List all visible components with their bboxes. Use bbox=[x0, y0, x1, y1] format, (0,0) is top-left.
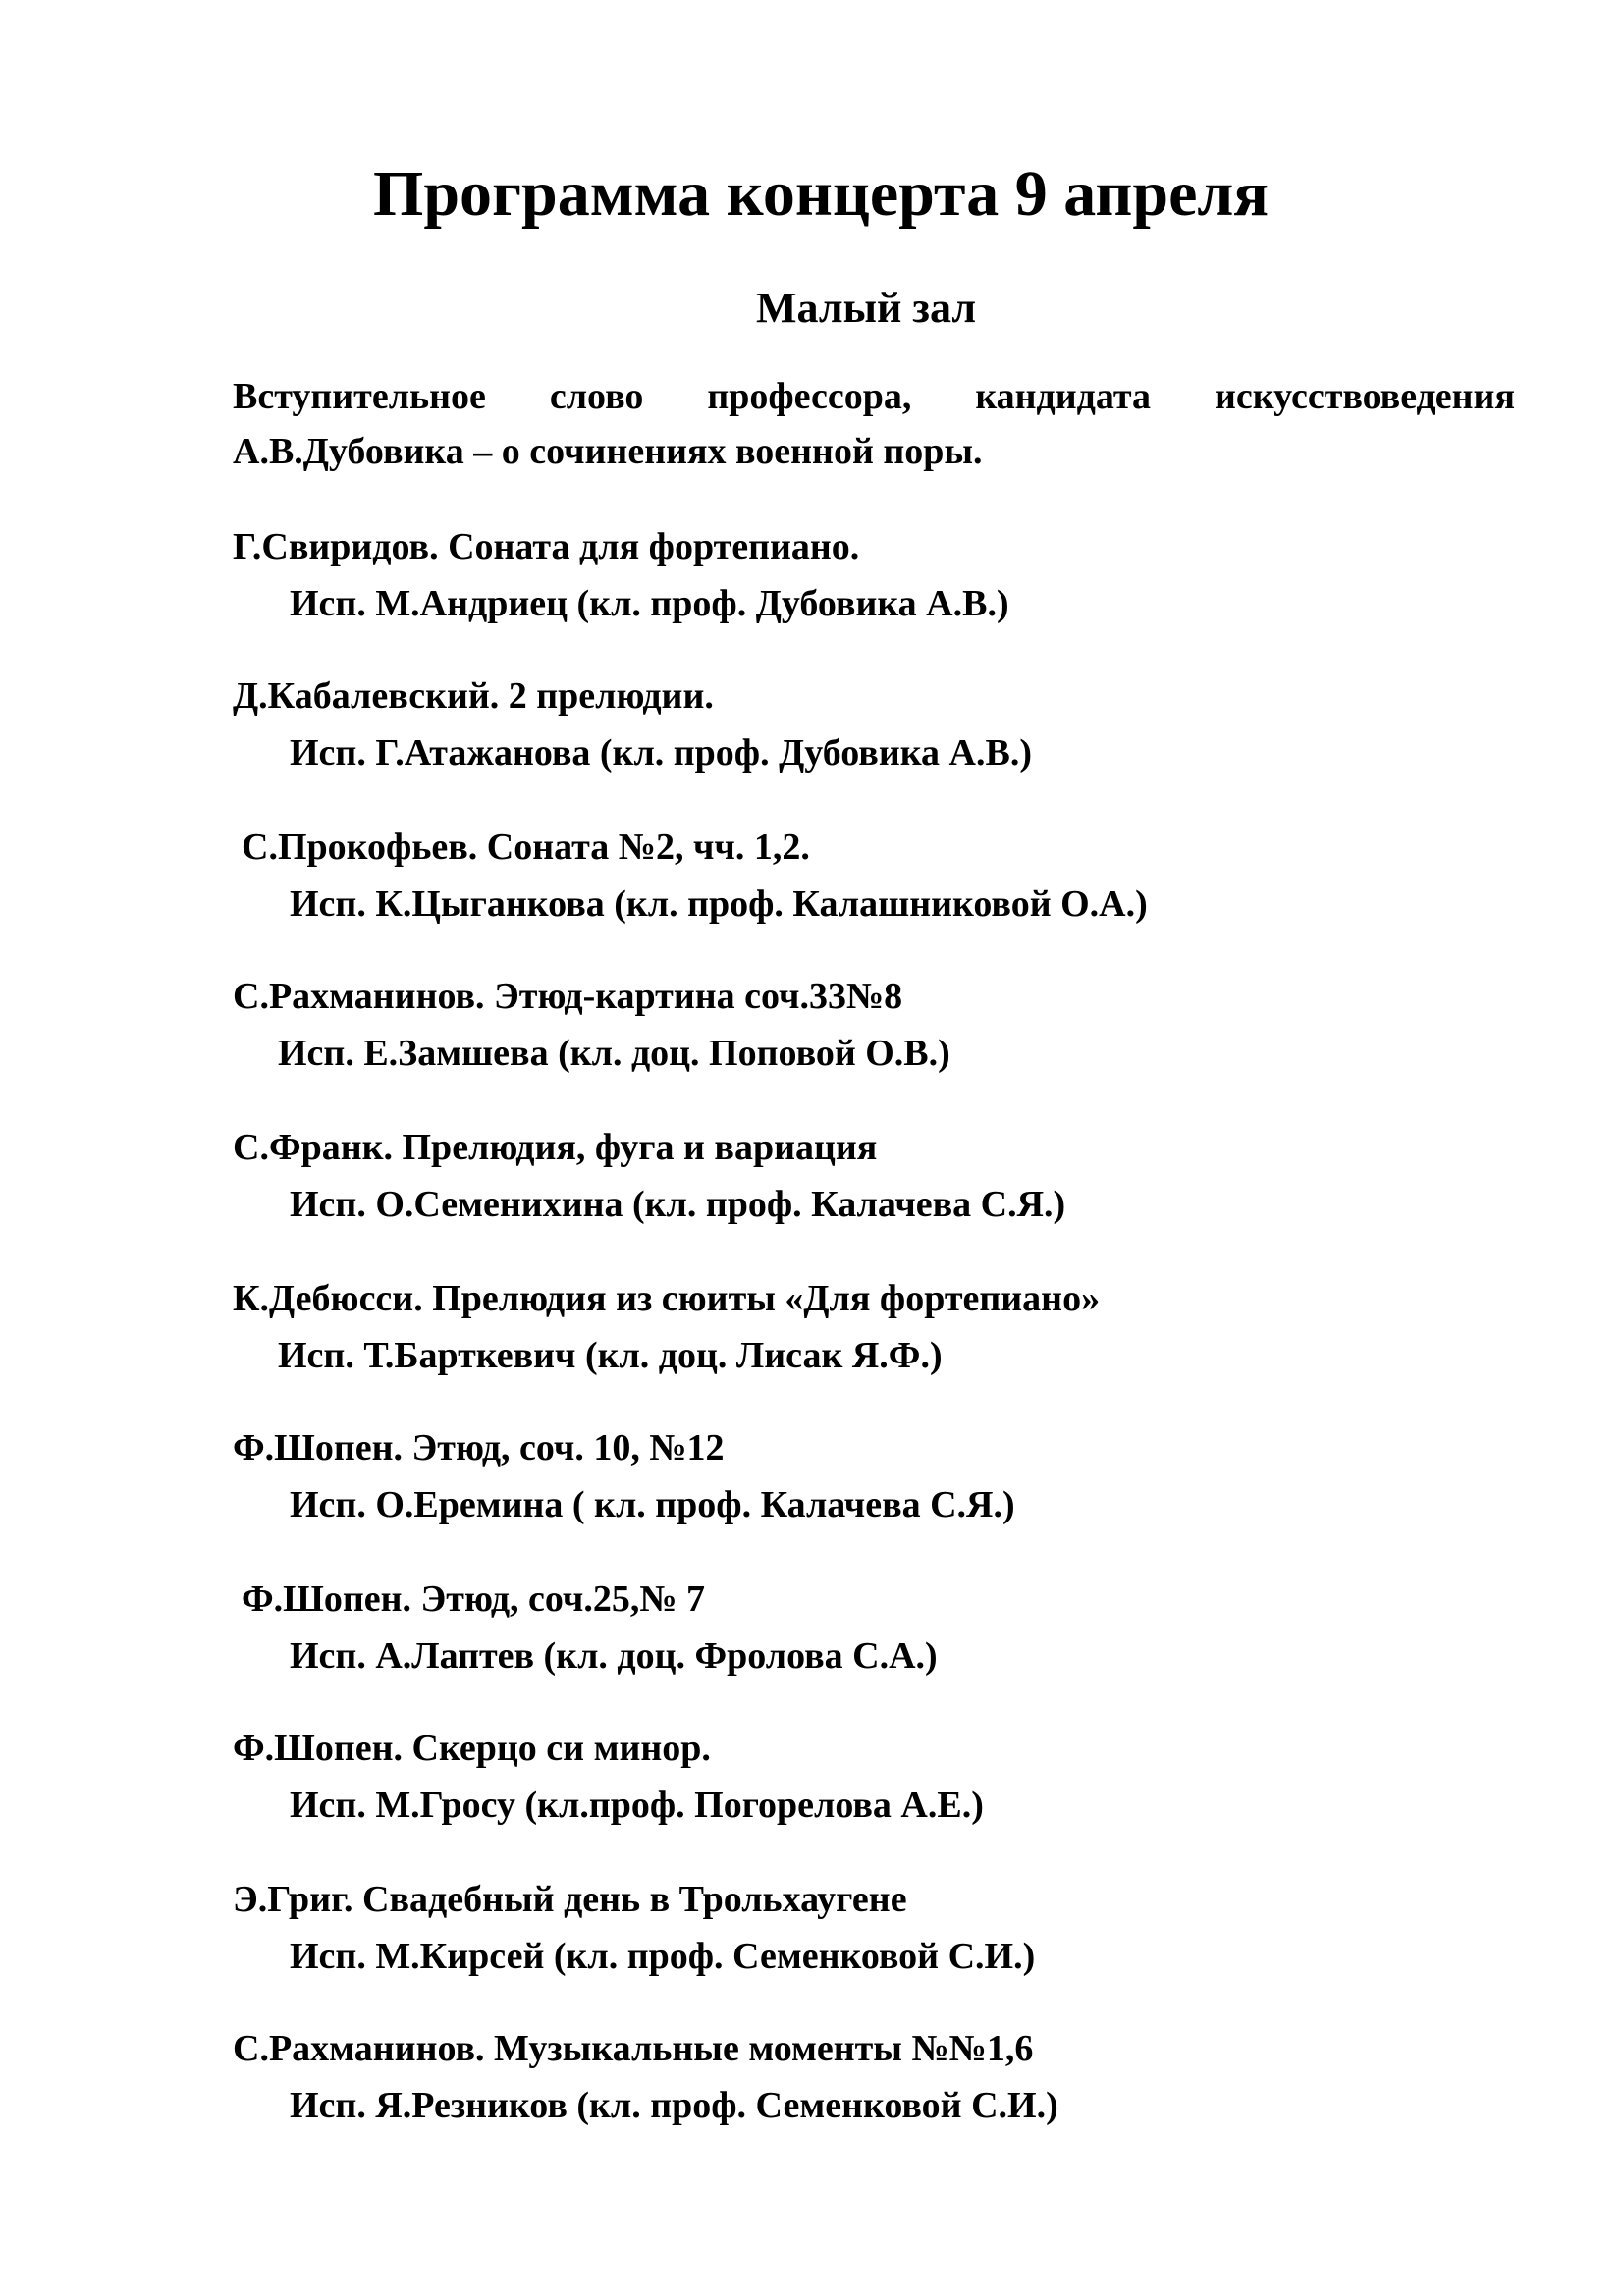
program-work: С.Рахманинов. Музыкальные моменты №№1,6 bbox=[233, 2028, 1034, 2069]
program-performer: Исп. Я.Резников (кл. проф. Семенковой С.И.) bbox=[290, 2085, 1058, 2126]
program-item bbox=[242, 819, 1148, 933]
program-work: Д.Кабалевский. 2 прелюдии. bbox=[233, 675, 714, 717]
program-performer: Исп. К.Цыганкова (кл. проф. Калашниковой О.А.) bbox=[290, 883, 1148, 925]
program-item bbox=[233, 2020, 1058, 2134]
program-item bbox=[233, 667, 1032, 781]
program-work: Ф.Шопен. Скерцо си минор. bbox=[233, 1728, 711, 1769]
program-performer: Исп. О.Еремина ( кл. проф. Калачева С.Я.) bbox=[290, 1484, 1015, 1525]
program-performer: Исп. Г.Атажанова (кл. проф. Дубовика А.В.) bbox=[290, 732, 1032, 774]
program-performer: Исп. М.Кирсей (кл. проф. Семенковой С.И.) bbox=[290, 1936, 1036, 1977]
program-performer: Исп. О.Семенихина (кл. проф. Калачева С.Я.) bbox=[290, 1184, 1066, 1225]
program-performer: Исп. А.Лаптев (кл. доц. Фролова С.А.) bbox=[290, 1635, 938, 1677]
program-item bbox=[242, 1571, 938, 1684]
program-performer: Исп. Т.Барткевич (кл. доц. Лисак Я.Ф.) bbox=[278, 1335, 943, 1376]
intro-line-2: А.В.Дубовика – о сочинениях военной поры. bbox=[233, 431, 983, 472]
program-performer: Исп. М.Гросу (кл.проф. Погорелова А.Е.) bbox=[290, 1785, 984, 1826]
program-item bbox=[233, 1119, 1065, 1233]
intro-paragraph bbox=[233, 369, 1515, 479]
program-work: Г.Свиридов. Соната для фортепиано. bbox=[233, 526, 860, 567]
page-title: Программа концерта 9 апреля bbox=[373, 158, 1270, 230]
hall-subtitle: Малый зал bbox=[756, 284, 977, 332]
program-work: Ф.Шопен. Этюд, соч.25,№ 7 bbox=[242, 1578, 706, 1620]
program-work: С.Рахманинов. Этюд-картина соч.33№8 bbox=[233, 976, 903, 1017]
intro-line-1: Вступительное слово профессора, кандидата искусствоведения bbox=[233, 376, 1515, 417]
program-item bbox=[233, 968, 950, 1082]
program-performer: Исп. Е.Замшева (кл. доц. Поповой О.В.) bbox=[278, 1033, 950, 1074]
program-item bbox=[233, 518, 1009, 632]
program-item bbox=[233, 1419, 1015, 1533]
program-work: К.Дебюсси. Прелюдия из сюиты «Для фортепиано» bbox=[233, 1278, 1101, 1319]
program-work: Э.Григ. Свадебный день в Трольхаугене bbox=[233, 1879, 907, 1920]
program-work: С.Прокофьев. Соната №2, чч. 1,2. bbox=[242, 827, 810, 868]
program-item bbox=[233, 1720, 984, 1834]
program-item bbox=[233, 1270, 1100, 1384]
program-work: С.Франк. Прелюдия, фуга и вариация bbox=[233, 1127, 878, 1168]
program-work: Ф.Шопен. Этюд, соч. 10, №12 bbox=[233, 1427, 725, 1468]
program-performer: Исп. М.Андриец (кл. проф. Дубовика А.В.) bbox=[290, 583, 1009, 624]
program-item bbox=[233, 1871, 1035, 1985]
